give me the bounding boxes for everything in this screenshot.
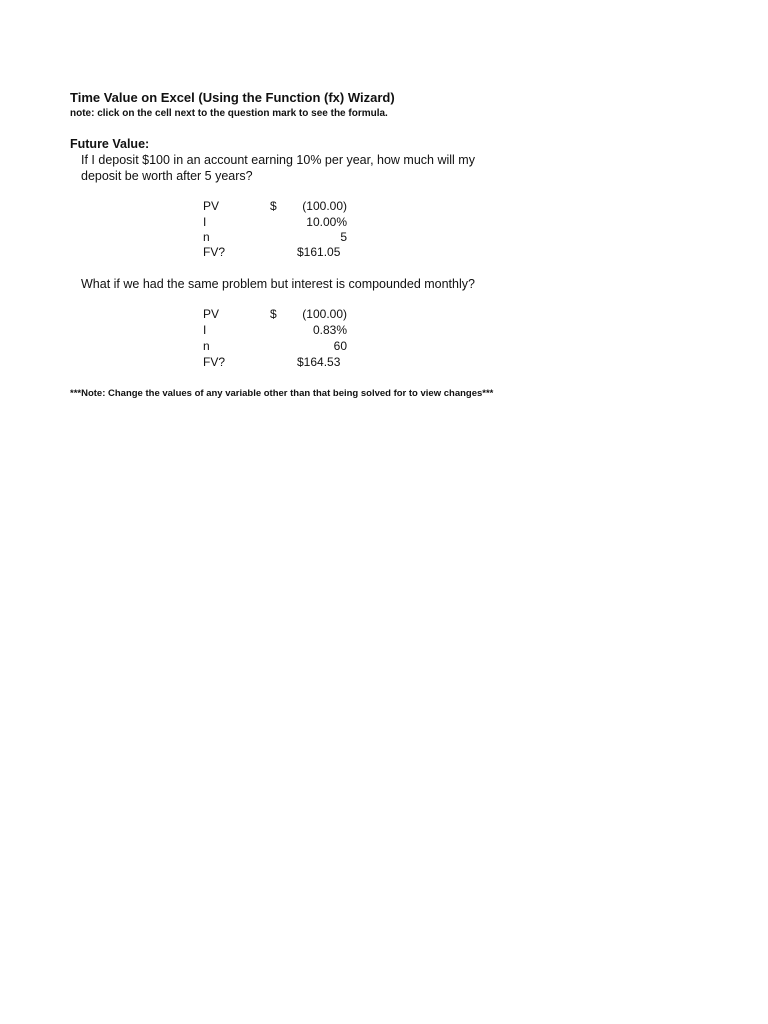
p1-i-cell[interactable]: 10.00% xyxy=(306,215,347,229)
problem2-question: What if we had the same problem but interest is compounded monthly? xyxy=(81,277,475,291)
problem1-question-line2: deposit be worth after 5 years? xyxy=(81,169,253,183)
p2-pv-cell[interactable]: (100.00) xyxy=(302,307,347,321)
p2-i-label: I xyxy=(203,323,207,337)
p1-pv-currency: $ xyxy=(270,199,277,213)
p1-pv-cell[interactable]: (100.00) xyxy=(302,199,347,213)
p1-pv-label: PV xyxy=(203,199,220,213)
p2-pv-label: PV xyxy=(203,307,220,321)
page-title: Time Value on Excel (Using the Function (fx) Wizard) xyxy=(70,90,395,105)
p1-n-cell[interactable]: 5 xyxy=(340,230,347,244)
p2-fv-cell[interactable]: $164.53 xyxy=(297,355,341,369)
p2-fv-label: FV? xyxy=(203,355,226,369)
p1-fv-label: FV? xyxy=(203,245,226,259)
p1-i-label: I xyxy=(203,215,207,229)
formula-note: note: click on the cell next to the question mark to see the formula. xyxy=(70,108,388,119)
section-heading: Future Value: xyxy=(70,137,150,151)
bottom-note: ***Note: Change the values of any variable other than that being solved for to view changes*** xyxy=(70,388,494,399)
p2-i-cell[interactable]: 0.83% xyxy=(312,323,347,337)
problem1-question-line1: If I deposit $100 in an account earning 10% per year, how much will my xyxy=(81,153,475,167)
p2-n-cell[interactable]: 60 xyxy=(333,339,347,353)
p2-n-label: n xyxy=(203,339,210,353)
p2-pv-currency: $ xyxy=(270,307,277,321)
p1-fv-cell[interactable]: $161.05 xyxy=(297,245,341,259)
p1-n-label: n xyxy=(203,230,210,244)
